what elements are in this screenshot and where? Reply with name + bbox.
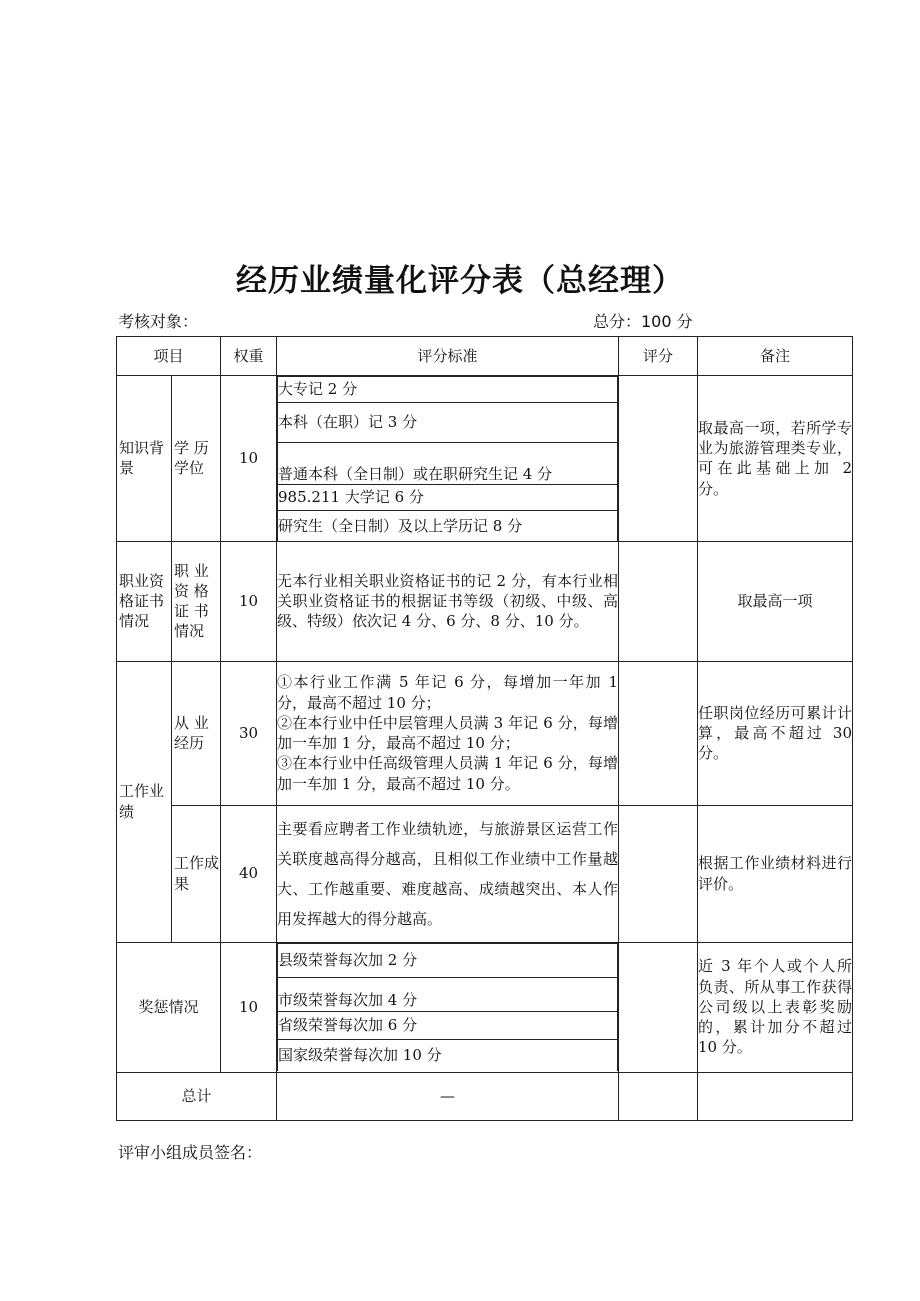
criteria-qualification: 无本行业相关职业资格证书的记 2 分，有本行业相关职业资格证书的根据证书等级（初级、中级、高级、特级）依次记 4 分、6 分、8 分、10 分。: [277, 541, 619, 661]
header-item: 项目: [117, 337, 221, 376]
table-row-total: [117, 1072, 853, 1120]
header-weight: 权重: [221, 337, 277, 376]
criteria-item: 普通本科（全日制）或在职研究生记 4 分: [278, 443, 618, 485]
sub-qualification: 职 业资 格证 书情况: [172, 541, 221, 661]
criteria-list-knowledge: [277, 376, 618, 541]
category-work: 工作业绩: [117, 661, 172, 942]
table-row-results: [117, 805, 853, 942]
criteria-experience: [277, 661, 619, 805]
criteria-results: 主要看应聘者工作业绩轨迹，与旅游景区运营工作关联度越高得分越高，且相似工作业绩中工作量越大、工作越重要、难度越高、成绩越突出、本人作用发挥越大的得分越高。: [277, 805, 619, 942]
score-cell-awards[interactable]: [619, 942, 698, 1072]
category-qualification: 职业资格证书情况: [117, 541, 172, 661]
criteria-item: ③在本行业中任高级管理人员满 1 年记 6 分，每增加一车加 1 分，最高不超过 10 分。: [277, 754, 619, 793]
criteria-item: 省级荣誉每次加 6 分: [278, 1011, 618, 1039]
page-title: 经历业绩量化评分表（总经理）: [236, 263, 684, 299]
weight-qualification: 10: [221, 541, 277, 661]
criteria-item: 大专记 2 分: [278, 377, 618, 403]
total-label: 总计: [117, 1072, 277, 1120]
category-knowledge: 知识背景: [117, 376, 172, 542]
score-cell-experience[interactable]: [619, 661, 698, 805]
remark-knowledge: 取最高一项，若所学专业为旅游管理类专业，可在此基础上加 2 分。: [698, 376, 853, 542]
header-remark: 备注: [698, 337, 853, 376]
remark-qualification: 取最高一项: [698, 541, 853, 661]
category-awards: 奖惩情况: [117, 942, 221, 1072]
total-score-label: 总分：100 分: [593, 312, 693, 331]
sub-experience: 从 业经历: [172, 661, 221, 805]
criteria-item: 研究生（全日制）及以上学历记 8 分: [278, 511, 618, 541]
criteria-list-awards: [277, 943, 618, 1072]
weight-knowledge: 10: [221, 376, 277, 542]
criteria-item: 县级荣誉每次加 2 分: [278, 943, 618, 977]
weight-results: 40: [221, 805, 277, 942]
score-cell-knowledge[interactable]: [619, 376, 698, 542]
header-score: 评分: [619, 337, 698, 376]
criteria-item: 985.211 大学记 6 分: [278, 485, 618, 511]
sub-results: 工作成果: [172, 805, 221, 942]
criteria-item: ①本行业工作满 5 年记 6 分，每增加一年加 1 分，最高不超过 10 分；: [277, 673, 619, 712]
weight-experience: 30: [221, 661, 277, 805]
table-row-qualification: [117, 541, 853, 661]
signature-label: 评审小组成员签名：: [118, 1143, 263, 1162]
subject-label: 考核对象：: [118, 312, 199, 331]
total-criteria: —: [277, 1072, 619, 1120]
weight-awards: 10: [221, 942, 277, 1072]
score-cell-results[interactable]: [619, 805, 698, 942]
remark-results: 根据工作业绩材料进行评价。: [698, 805, 853, 942]
table-row-experience: [117, 661, 853, 805]
score-cell-total[interactable]: [619, 1072, 698, 1120]
header-row: [117, 337, 853, 376]
remark-experience: 任职岗位经历可累计计算，最高不超过 30 分。: [698, 661, 853, 805]
criteria-item: ②在本行业中任中层管理人员满 3 年记 6 分，每增加一车加 1 分，最高不超过 10 分；: [277, 713, 619, 752]
score-cell-qualification[interactable]: [619, 541, 698, 661]
table-row-awards: [117, 942, 853, 1072]
scoring-table: [116, 336, 853, 1121]
table-row-knowledge: [117, 376, 853, 542]
criteria-item: 本科（在职）记 3 分: [278, 403, 618, 443]
remark-awards: 近 3 年个人或个人所负责、所从事工作获得公司级以上表彰奖励的，累计加分不超过 10 分。: [698, 942, 853, 1072]
header-criteria: 评分标准: [277, 337, 619, 376]
sub-degree: 学 历学位: [172, 376, 221, 542]
criteria-item: 国家级荣誉每次加 10 分: [278, 1039, 618, 1071]
remark-total: [698, 1072, 853, 1120]
criteria-item: 市级荣誉每次加 4 分: [278, 977, 618, 1011]
